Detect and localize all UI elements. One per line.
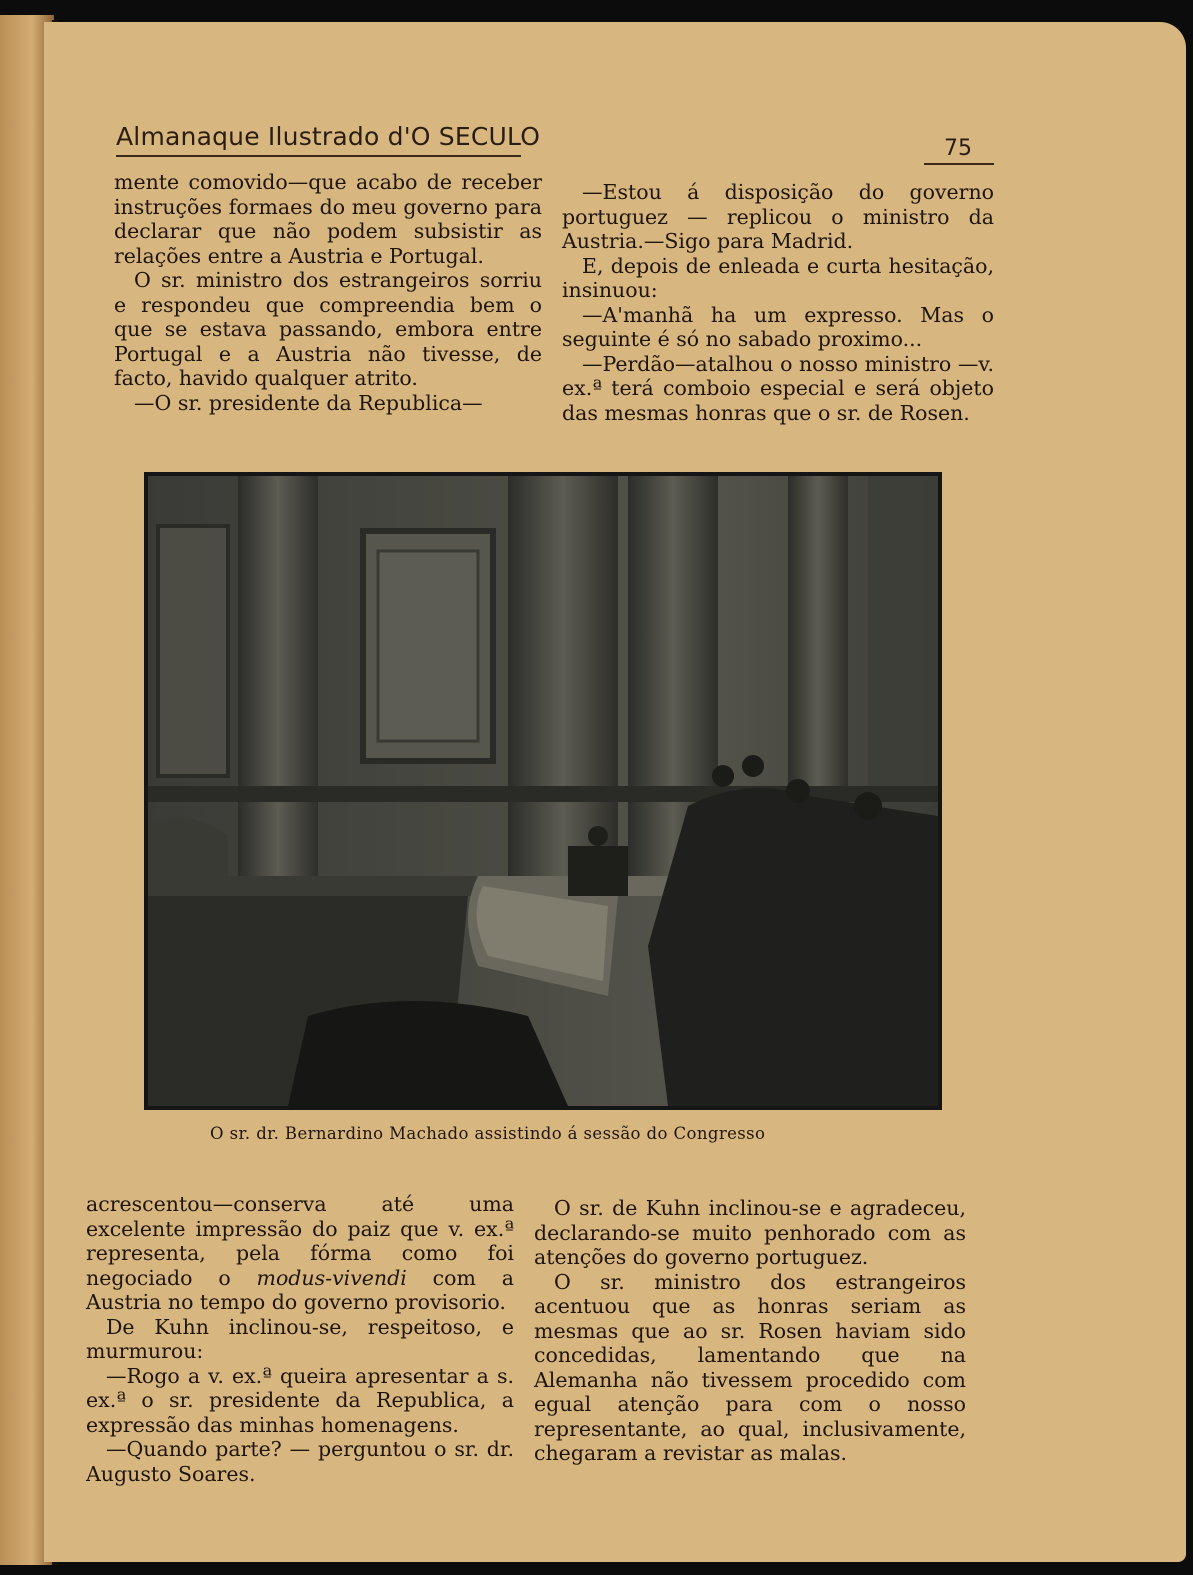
paragraph: O sr. ministro dos estrangeiros acentuou que as honras seriam as mesmas que ao sr. Rosen haviam sido concedidas, lamentando que na Alemanha não tivessem procedido com egual atenção para com o nosso representante, ao qual, inclusivamente, chegaram a revistar as malas. <box>534 1269 966 1465</box>
photo-caption: O sr. dr. Bernardino Machado assistindo á sessão do Congresso <box>210 1124 766 1143</box>
running-title: Almanaque Ilustrado d'O SECULO <box>116 122 541 151</box>
page-number-rule <box>924 163 994 165</box>
page-number: 75 <box>944 136 972 161</box>
paragraph: De Kuhn inclinou-se, respeitoso, e murmurou: <box>86 1314 514 1363</box>
latin-term: modus-vivendi <box>256 1265 407 1290</box>
header-rule <box>116 155 521 157</box>
text-column-bottom-left <box>86 1192 514 1486</box>
paragraph: —Quando parte? — perguntou o sr. dr. Augusto Soares. <box>86 1437 514 1486</box>
paragraph: —A'manhã ha um expresso. Mas o seguinte é só no sabado proximo... <box>562 302 994 351</box>
text-column-top-left <box>114 170 542 415</box>
photograph <box>144 472 942 1110</box>
paragraph: —Rogo a v. ex.ª queira apresentar a s. ex.ª o sr. presidente da Republica, a expressão das minhas homenagens. <box>86 1363 514 1437</box>
paragraph: E, depois de enleada e curta hesitação, insinuou: <box>562 253 994 302</box>
text-column-bottom-right <box>534 1196 966 1466</box>
paragraph: mente comovido—que acabo de receber instruções formaes do meu governo para declarar que não podem subsistir as relações entre a Austria e Portugal. <box>114 170 542 268</box>
paragraph: —O sr. presidente da Republica— <box>134 390 483 415</box>
paragraph: O sr. ministro dos estrangeiros sorriu e respondeu que compreendia bem o que se estava passando, embora entre Portugal e a Austria não tivesse, de facto, havido qualquer atrito. <box>114 268 542 390</box>
text-column-top-right <box>562 180 994 425</box>
paragraph: —Estou á disposição do governo portuguez — replicou o ministro da Austria.—Sigo para Madrid. <box>562 180 994 253</box>
paragraph-text: acrescentou—conserva até uma excelente impressão do paiz que v. ex.ª representa, pela fórma como foi negociado o <box>86 1192 514 1290</box>
congress-balcony-photo <box>148 476 938 1106</box>
paragraph: —Perdão—atalhou o nosso ministro —v. ex.ª terá comboio especial e será objeto das mesmas honras que o sr. de Rosen. <box>562 351 994 425</box>
paragraph <box>86 1192 514 1315</box>
paragraph: O sr. de Kuhn inclinou-se e agradeceu, declarando-se muito penhorado com as atenções do governo portuguez. <box>534 1196 966 1269</box>
paragraph-text: com a Austria no tempo do governo provisorio. <box>86 1265 514 1314</box>
